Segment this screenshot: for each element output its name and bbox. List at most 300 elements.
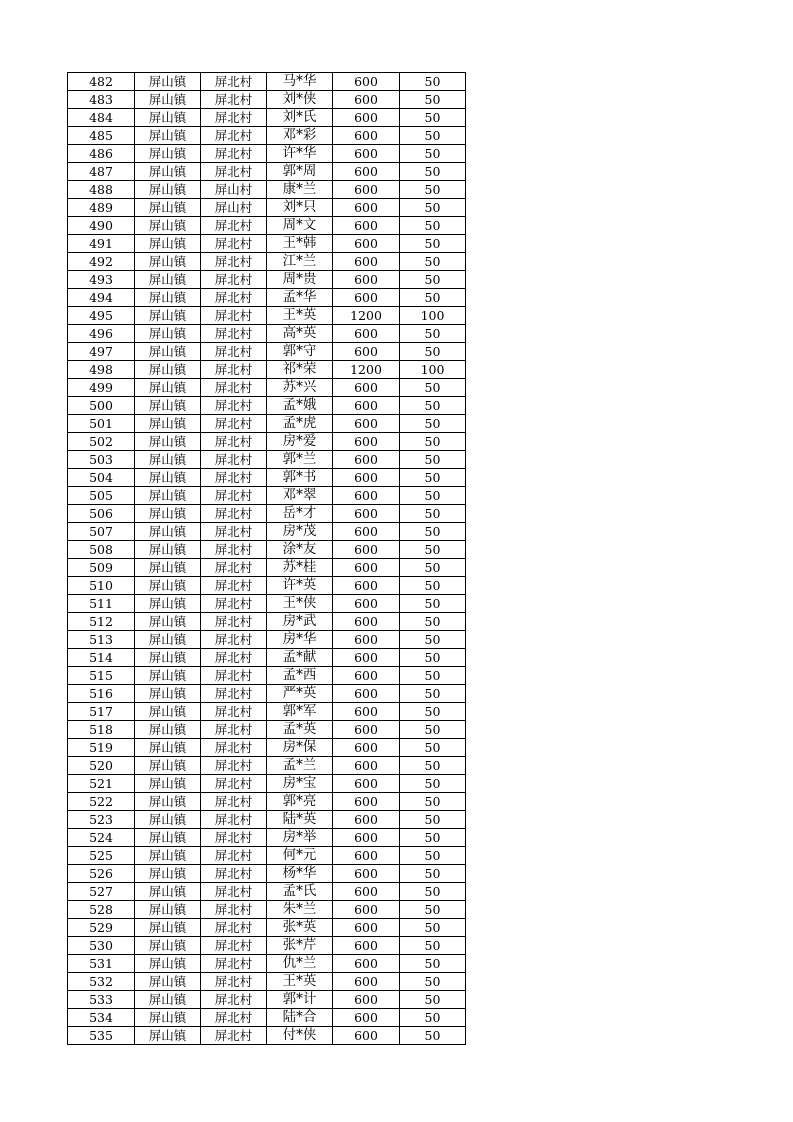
subsidy-cell: 50 (400, 703, 466, 721)
town-cell: 屏山镇 (135, 271, 201, 289)
name-cell: 王*韩 (267, 235, 333, 253)
village-cell: 屏北村 (201, 73, 267, 91)
town-cell: 屏山镇 (135, 235, 201, 253)
amount-cell: 600 (333, 1027, 400, 1045)
subsidy-cell: 50 (400, 937, 466, 955)
town-cell: 屏山镇 (135, 847, 201, 865)
town-cell: 屏山镇 (135, 181, 201, 199)
amount-cell: 600 (333, 649, 400, 667)
village-cell: 屏北村 (201, 667, 267, 685)
row-number-cell: 504 (68, 469, 135, 487)
row-number-cell: 500 (68, 397, 135, 415)
table-row (68, 73, 466, 91)
row-number-cell: 535 (68, 1027, 135, 1045)
name-cell: 孟*娥 (267, 397, 333, 415)
subsidy-cell: 50 (400, 181, 466, 199)
town-cell: 屏山镇 (135, 973, 201, 991)
name-cell: 郭*守 (267, 343, 333, 361)
amount-cell: 600 (333, 847, 400, 865)
amount-cell: 600 (333, 469, 400, 487)
table-row (68, 487, 466, 505)
town-cell: 屏山镇 (135, 865, 201, 883)
town-cell: 屏山镇 (135, 919, 201, 937)
amount-cell: 600 (333, 235, 400, 253)
town-cell: 屏山镇 (135, 217, 201, 235)
name-cell: 许*华 (267, 145, 333, 163)
village-cell: 屏北村 (201, 631, 267, 649)
subsidy-cell: 50 (400, 685, 466, 703)
table-row (68, 127, 466, 145)
amount-cell: 600 (333, 955, 400, 973)
amount-cell: 600 (333, 181, 400, 199)
table-row (68, 667, 466, 685)
amount-cell: 600 (333, 217, 400, 235)
table-row (68, 757, 466, 775)
table-row (68, 865, 466, 883)
subsidy-cell: 50 (400, 451, 466, 469)
amount-cell: 600 (333, 523, 400, 541)
name-cell: 周*贵 (267, 271, 333, 289)
town-cell: 屏山镇 (135, 253, 201, 271)
village-cell: 屏北村 (201, 577, 267, 595)
subsidy-cell: 50 (400, 613, 466, 631)
table-row (68, 433, 466, 451)
table-row (68, 343, 466, 361)
records-table (67, 72, 466, 1045)
row-number-cell: 531 (68, 955, 135, 973)
town-cell: 屏山镇 (135, 415, 201, 433)
town-cell: 屏山镇 (135, 433, 201, 451)
village-cell: 屏北村 (201, 271, 267, 289)
village-cell: 屏山村 (201, 181, 267, 199)
subsidy-cell: 100 (400, 307, 466, 325)
amount-cell: 600 (333, 145, 400, 163)
name-cell: 孟*华 (267, 289, 333, 307)
subsidy-cell: 50 (400, 343, 466, 361)
town-cell: 屏山镇 (135, 649, 201, 667)
name-cell: 刘*只 (267, 199, 333, 217)
town-cell: 屏山镇 (135, 793, 201, 811)
subsidy-cell: 50 (400, 739, 466, 757)
subsidy-cell: 50 (400, 415, 466, 433)
village-cell: 屏北村 (201, 505, 267, 523)
town-cell: 屏山镇 (135, 343, 201, 361)
subsidy-cell: 50 (400, 973, 466, 991)
subsidy-cell: 50 (400, 217, 466, 235)
subsidy-cell: 50 (400, 811, 466, 829)
amount-cell: 600 (333, 73, 400, 91)
amount-cell: 600 (333, 595, 400, 613)
name-cell: 陆*英 (267, 811, 333, 829)
subsidy-cell: 50 (400, 1009, 466, 1027)
row-number-cell: 512 (68, 613, 135, 631)
town-cell: 屏山镇 (135, 199, 201, 217)
row-number-cell: 497 (68, 343, 135, 361)
village-cell: 屏北村 (201, 595, 267, 613)
village-cell: 屏北村 (201, 307, 267, 325)
amount-cell: 600 (333, 829, 400, 847)
amount-cell: 600 (333, 91, 400, 109)
name-cell: 付*侠 (267, 1027, 333, 1045)
row-number-cell: 483 (68, 91, 135, 109)
town-cell: 屏山镇 (135, 811, 201, 829)
row-number-cell: 533 (68, 991, 135, 1009)
subsidy-cell: 50 (400, 253, 466, 271)
table-row (68, 577, 466, 595)
town-cell: 屏山镇 (135, 685, 201, 703)
village-cell: 屏北村 (201, 487, 267, 505)
subsidy-cell: 50 (400, 595, 466, 613)
subsidy-cell: 50 (400, 631, 466, 649)
table-row (68, 721, 466, 739)
town-cell: 屏山镇 (135, 127, 201, 145)
amount-cell: 600 (333, 415, 400, 433)
name-cell: 康*兰 (267, 181, 333, 199)
row-number-cell: 511 (68, 595, 135, 613)
village-cell: 屏北村 (201, 361, 267, 379)
name-cell: 房*华 (267, 631, 333, 649)
name-cell: 房*武 (267, 613, 333, 631)
village-cell: 屏北村 (201, 415, 267, 433)
name-cell: 孟*西 (267, 667, 333, 685)
village-cell: 屏北村 (201, 523, 267, 541)
name-cell: 涂*友 (267, 541, 333, 559)
village-cell: 屏北村 (201, 811, 267, 829)
amount-cell: 600 (333, 721, 400, 739)
subsidy-cell: 50 (400, 955, 466, 973)
amount-cell: 600 (333, 811, 400, 829)
town-cell: 屏山镇 (135, 307, 201, 325)
table-row (68, 595, 466, 613)
subsidy-cell: 50 (400, 829, 466, 847)
town-cell: 屏山镇 (135, 775, 201, 793)
amount-cell: 600 (333, 613, 400, 631)
subsidy-cell: 50 (400, 649, 466, 667)
town-cell: 屏山镇 (135, 451, 201, 469)
town-cell: 屏山镇 (135, 73, 201, 91)
row-number-cell: 525 (68, 847, 135, 865)
row-number-cell: 506 (68, 505, 135, 523)
subsidy-cell: 50 (400, 271, 466, 289)
name-cell: 郭*兰 (267, 451, 333, 469)
row-number-cell: 482 (68, 73, 135, 91)
amount-cell: 600 (333, 199, 400, 217)
name-cell: 严*英 (267, 685, 333, 703)
village-cell: 屏北村 (201, 757, 267, 775)
name-cell: 张*芹 (267, 937, 333, 955)
name-cell: 房*保 (267, 739, 333, 757)
row-number-cell: 534 (68, 1009, 135, 1027)
table-row (68, 973, 466, 991)
row-number-cell: 485 (68, 127, 135, 145)
name-cell: 孟*英 (267, 721, 333, 739)
village-cell: 屏北村 (201, 451, 267, 469)
amount-cell: 600 (333, 541, 400, 559)
amount-cell: 600 (333, 379, 400, 397)
amount-cell: 600 (333, 973, 400, 991)
name-cell: 房*茂 (267, 523, 333, 541)
name-cell: 郭*亮 (267, 793, 333, 811)
village-cell: 屏北村 (201, 559, 267, 577)
name-cell: 郭*周 (267, 163, 333, 181)
table-row (68, 271, 466, 289)
table-row (68, 235, 466, 253)
amount-cell: 600 (333, 793, 400, 811)
table-row (68, 505, 466, 523)
town-cell: 屏山镇 (135, 523, 201, 541)
row-number-cell: 510 (68, 577, 135, 595)
table-row (68, 1009, 466, 1027)
subsidy-cell: 50 (400, 559, 466, 577)
town-cell: 屏山镇 (135, 379, 201, 397)
row-number-cell: 491 (68, 235, 135, 253)
row-number-cell: 484 (68, 109, 135, 127)
table-row (68, 901, 466, 919)
row-number-cell: 516 (68, 685, 135, 703)
village-cell: 屏北村 (201, 847, 267, 865)
amount-cell: 600 (333, 901, 400, 919)
name-cell: 仇*兰 (267, 955, 333, 973)
row-number-cell: 532 (68, 973, 135, 991)
amount-cell: 600 (333, 757, 400, 775)
town-cell: 屏山镇 (135, 721, 201, 739)
table-row (68, 685, 466, 703)
row-number-cell: 513 (68, 631, 135, 649)
row-number-cell: 486 (68, 145, 135, 163)
name-cell: 高*英 (267, 325, 333, 343)
table-row (68, 379, 466, 397)
table-row (68, 937, 466, 955)
village-cell: 屏北村 (201, 217, 267, 235)
town-cell: 屏山镇 (135, 595, 201, 613)
row-number-cell: 526 (68, 865, 135, 883)
village-cell: 屏北村 (201, 829, 267, 847)
amount-cell: 600 (333, 685, 400, 703)
town-cell: 屏山镇 (135, 397, 201, 415)
amount-cell: 600 (333, 487, 400, 505)
village-cell: 屏北村 (201, 793, 267, 811)
name-cell: 邓*翠 (267, 487, 333, 505)
table-row (68, 289, 466, 307)
name-cell: 祁*荣 (267, 361, 333, 379)
village-cell: 屏北村 (201, 541, 267, 559)
village-cell: 屏北村 (201, 163, 267, 181)
row-number-cell: 508 (68, 541, 135, 559)
name-cell: 孟*兰 (267, 757, 333, 775)
row-number-cell: 490 (68, 217, 135, 235)
row-number-cell: 519 (68, 739, 135, 757)
amount-cell: 600 (333, 451, 400, 469)
amount-cell: 600 (333, 109, 400, 127)
village-cell: 屏北村 (201, 613, 267, 631)
row-number-cell: 487 (68, 163, 135, 181)
town-cell: 屏山镇 (135, 1027, 201, 1045)
subsidy-cell: 50 (400, 757, 466, 775)
row-number-cell: 530 (68, 937, 135, 955)
table-row (68, 649, 466, 667)
town-cell: 屏山镇 (135, 901, 201, 919)
name-cell: 张*英 (267, 919, 333, 937)
amount-cell: 600 (333, 883, 400, 901)
table-row (68, 163, 466, 181)
name-cell: 朱*兰 (267, 901, 333, 919)
row-number-cell: 503 (68, 451, 135, 469)
village-cell: 屏北村 (201, 235, 267, 253)
name-cell: 房*举 (267, 829, 333, 847)
village-cell: 屏山村 (201, 199, 267, 217)
town-cell: 屏山镇 (135, 577, 201, 595)
table-row (68, 811, 466, 829)
name-cell: 杨*华 (267, 865, 333, 883)
town-cell: 屏山镇 (135, 145, 201, 163)
village-cell: 屏北村 (201, 91, 267, 109)
town-cell: 屏山镇 (135, 541, 201, 559)
table-row (68, 919, 466, 937)
subsidy-cell: 50 (400, 721, 466, 739)
table-row (68, 793, 466, 811)
village-cell: 屏北村 (201, 253, 267, 271)
subsidy-cell: 50 (400, 127, 466, 145)
town-cell: 屏山镇 (135, 667, 201, 685)
name-cell: 许*英 (267, 577, 333, 595)
amount-cell: 1200 (333, 361, 400, 379)
subsidy-cell: 50 (400, 847, 466, 865)
amount-cell: 600 (333, 937, 400, 955)
table-row (68, 883, 466, 901)
table-row (68, 181, 466, 199)
name-cell: 苏*桂 (267, 559, 333, 577)
village-cell: 屏北村 (201, 325, 267, 343)
name-cell: 王*英 (267, 973, 333, 991)
town-cell: 屏山镇 (135, 1009, 201, 1027)
amount-cell: 600 (333, 667, 400, 685)
name-cell: 邓*彩 (267, 127, 333, 145)
row-number-cell: 499 (68, 379, 135, 397)
row-number-cell: 527 (68, 883, 135, 901)
amount-cell: 600 (333, 1009, 400, 1027)
table-row (68, 415, 466, 433)
row-number-cell: 522 (68, 793, 135, 811)
name-cell: 岳*才 (267, 505, 333, 523)
table-row (68, 613, 466, 631)
table-row (68, 451, 466, 469)
name-cell: 孟*氏 (267, 883, 333, 901)
row-number-cell: 502 (68, 433, 135, 451)
subsidy-cell: 50 (400, 109, 466, 127)
row-number-cell: 515 (68, 667, 135, 685)
subsidy-cell: 50 (400, 91, 466, 109)
town-cell: 屏山镇 (135, 361, 201, 379)
table-row (68, 829, 466, 847)
name-cell: 王*英 (267, 307, 333, 325)
subsidy-cell: 50 (400, 919, 466, 937)
subsidy-cell: 50 (400, 505, 466, 523)
name-cell: 郭*军 (267, 703, 333, 721)
village-cell: 屏北村 (201, 955, 267, 973)
table-row (68, 559, 466, 577)
town-cell: 屏山镇 (135, 109, 201, 127)
town-cell: 屏山镇 (135, 487, 201, 505)
subsidy-cell: 50 (400, 199, 466, 217)
table-row (68, 1027, 466, 1045)
table-row (68, 739, 466, 757)
row-number-cell: 488 (68, 181, 135, 199)
row-number-cell: 505 (68, 487, 135, 505)
table-row (68, 991, 466, 1009)
subsidy-cell: 50 (400, 523, 466, 541)
town-cell: 屏山镇 (135, 883, 201, 901)
name-cell: 孟*虎 (267, 415, 333, 433)
village-cell: 屏北村 (201, 775, 267, 793)
subsidy-cell: 50 (400, 163, 466, 181)
amount-cell: 600 (333, 163, 400, 181)
subsidy-cell: 50 (400, 235, 466, 253)
town-cell: 屏山镇 (135, 757, 201, 775)
name-cell: 房*爱 (267, 433, 333, 451)
subsidy-cell: 50 (400, 775, 466, 793)
subsidy-cell: 50 (400, 145, 466, 163)
village-cell: 屏北村 (201, 1009, 267, 1027)
amount-cell: 600 (333, 703, 400, 721)
row-number-cell: 489 (68, 199, 135, 217)
records-table-body (68, 73, 466, 1045)
name-cell: 房*宝 (267, 775, 333, 793)
row-number-cell: 521 (68, 775, 135, 793)
row-number-cell: 495 (68, 307, 135, 325)
amount-cell: 600 (333, 775, 400, 793)
town-cell: 屏山镇 (135, 163, 201, 181)
village-cell: 屏北村 (201, 1027, 267, 1045)
town-cell: 屏山镇 (135, 289, 201, 307)
amount-cell: 600 (333, 505, 400, 523)
subsidy-cell: 50 (400, 991, 466, 1009)
name-cell: 刘*氏 (267, 109, 333, 127)
town-cell: 屏山镇 (135, 613, 201, 631)
village-cell: 屏北村 (201, 973, 267, 991)
row-number-cell: 514 (68, 649, 135, 667)
row-number-cell: 529 (68, 919, 135, 937)
table-row (68, 397, 466, 415)
name-cell: 江*兰 (267, 253, 333, 271)
village-cell: 屏北村 (201, 343, 267, 361)
town-cell: 屏山镇 (135, 559, 201, 577)
row-number-cell: 509 (68, 559, 135, 577)
village-cell: 屏北村 (201, 865, 267, 883)
amount-cell: 600 (333, 865, 400, 883)
amount-cell: 600 (333, 343, 400, 361)
village-cell: 屏北村 (201, 379, 267, 397)
town-cell: 屏山镇 (135, 325, 201, 343)
table-row (68, 307, 466, 325)
amount-cell: 1200 (333, 307, 400, 325)
village-cell: 屏北村 (201, 991, 267, 1009)
table-row (68, 145, 466, 163)
table-row (68, 217, 466, 235)
table-row (68, 955, 466, 973)
name-cell: 陆*合 (267, 1009, 333, 1027)
amount-cell: 600 (333, 559, 400, 577)
town-cell: 屏山镇 (135, 991, 201, 1009)
town-cell: 屏山镇 (135, 829, 201, 847)
village-cell: 屏北村 (201, 919, 267, 937)
village-cell: 屏北村 (201, 433, 267, 451)
village-cell: 屏北村 (201, 901, 267, 919)
subsidy-cell: 50 (400, 541, 466, 559)
row-number-cell: 493 (68, 271, 135, 289)
subsidy-cell: 50 (400, 667, 466, 685)
subsidy-cell: 50 (400, 289, 466, 307)
village-cell: 屏北村 (201, 649, 267, 667)
